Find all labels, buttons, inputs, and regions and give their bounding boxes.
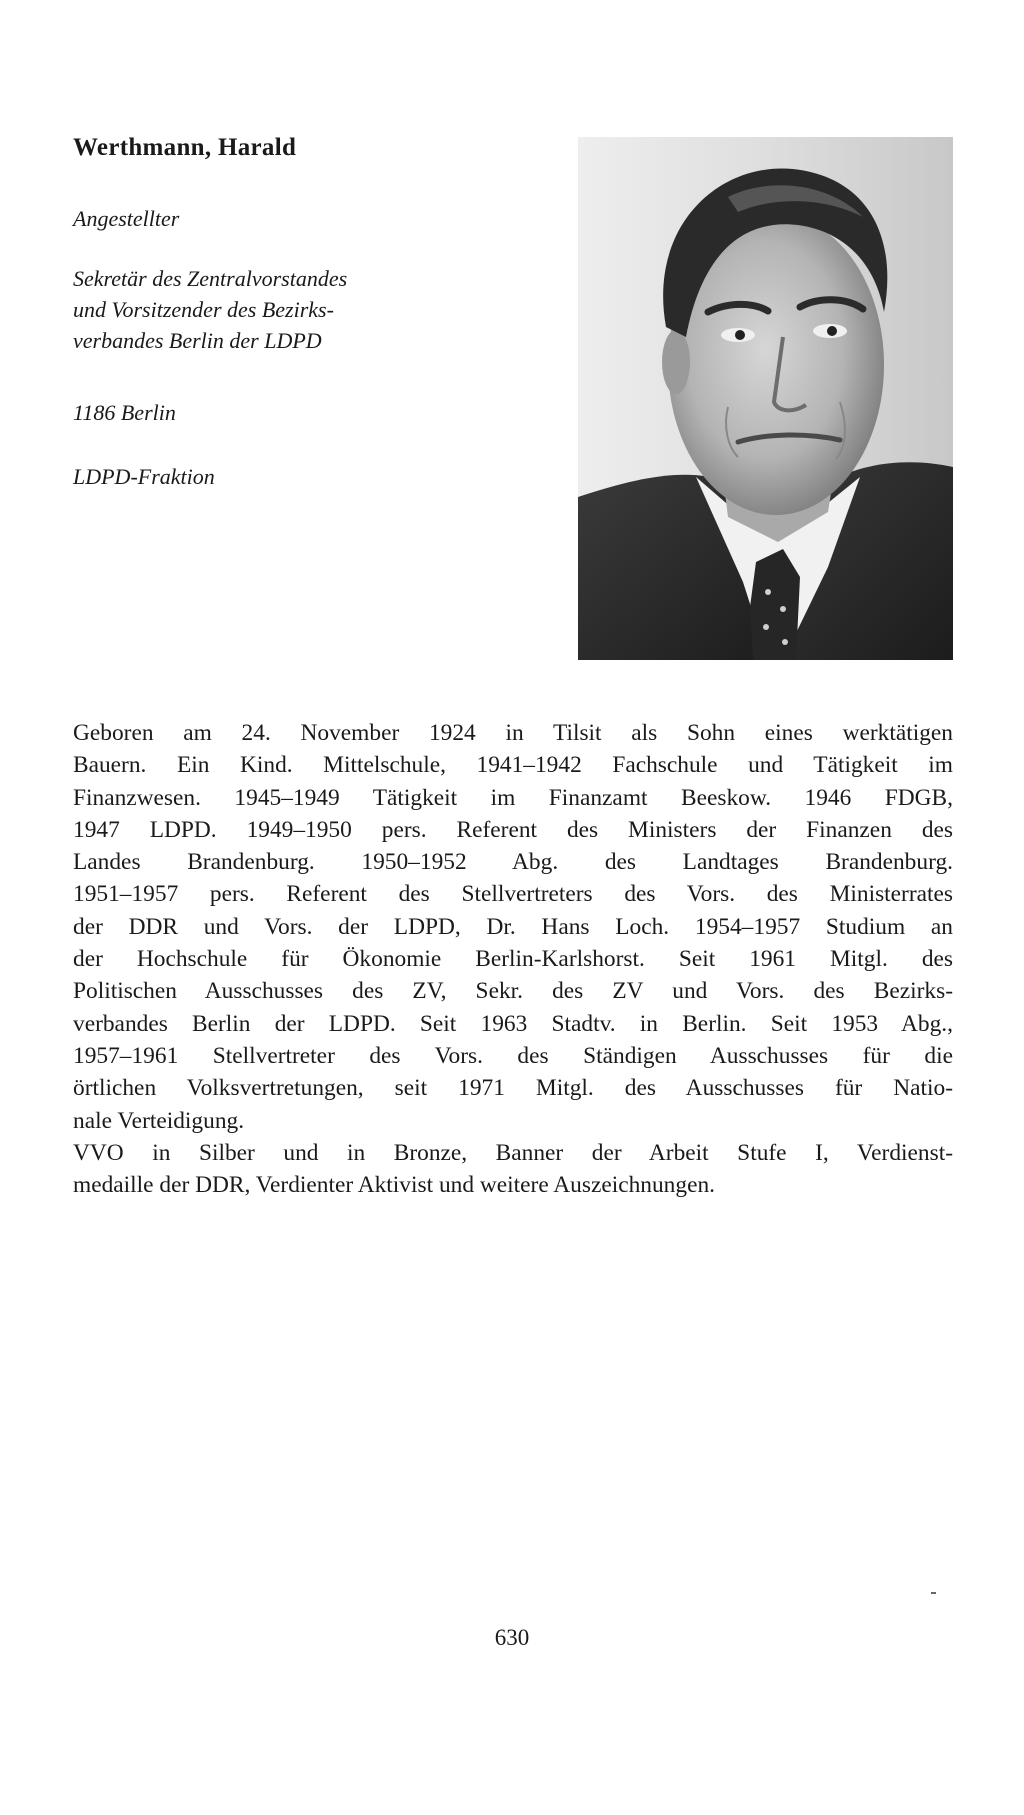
- function-line: verbandes Berlin der LDPD: [73, 328, 322, 353]
- biography-line: Bauern. Ein Kind. Mittelschule, 1941–1942 Fachschule und Tätigkeit im: [73, 752, 953, 779]
- biography-line: 1947 LDPD. 1949–1950 pers. Referent des Ministers der Finanzen des: [73, 816, 953, 843]
- portrait-photo: [578, 137, 953, 660]
- biography-line: 1951–1957 pers. Referent des Stellvertreters des Vors. des Ministerrates: [73, 881, 953, 908]
- biography-line: Politischen Ausschusses des ZV, Sekr. des ZV und Vors. des Bezirks-: [73, 978, 953, 1005]
- portrait-image: [578, 137, 953, 660]
- biography-line: Finanzwesen. 1945–1949 Tätigkeit im Finanzamt Beeskow. 1946 FDGB,: [73, 784, 953, 811]
- print-mark: [931, 1592, 936, 1594]
- function-line: Sekretär des Zentralvorstandes: [73, 266, 348, 291]
- faction: LDPD-Fraktion: [73, 464, 215, 489]
- address: 1186 Berlin: [73, 400, 176, 425]
- biography-line: der DDR und Vors. der LDPD, Dr. Hans Loch. 1954–1957 Studium an: [73, 913, 953, 940]
- function-line: und Vorsitzender des Bezirks-: [73, 297, 334, 322]
- person-name: Werthmann, Harald: [73, 134, 297, 161]
- biography-line: der Hochschule für Ökonomie Berlin-Karlshorst. Seit 1961 Mitgl. des: [73, 946, 953, 973]
- biography-line: verbandes Berlin der LDPD. Seit 1963 Stadtv. in Berlin. Seit 1953 Abg.,: [73, 1010, 953, 1037]
- occupation: Angestellter: [73, 206, 180, 231]
- biography-line: Landes Brandenburg. 1950–1952 Abg. des Landtages Brandenburg.: [73, 849, 953, 876]
- awards-line: medaille der DDR, Verdienter Aktivist und weitere Auszeichnungen.: [73, 1172, 715, 1199]
- biography: [73, 717, 953, 1201]
- function-description: [73, 263, 473, 356]
- biography-line: 1957–1961 Stellvertreter des Vors. des Ständigen Ausschusses für die: [73, 1042, 953, 1069]
- biography-line: Geboren am 24. November 1924 in Tilsit als Sohn eines werktätigen: [73, 720, 953, 746]
- biography-line: örtlichen Volksvertretungen, seit 1971 Mitgl. des Ausschusses für Natio-: [73, 1075, 953, 1102]
- page-number: 630: [494, 1625, 530, 1650]
- awards-line: VVO in Silber und in Bronze, Banner der Arbeit Stufe I, Verdienst-: [73, 1139, 953, 1166]
- biography-line: nale Verteidigung.: [73, 1107, 245, 1134]
